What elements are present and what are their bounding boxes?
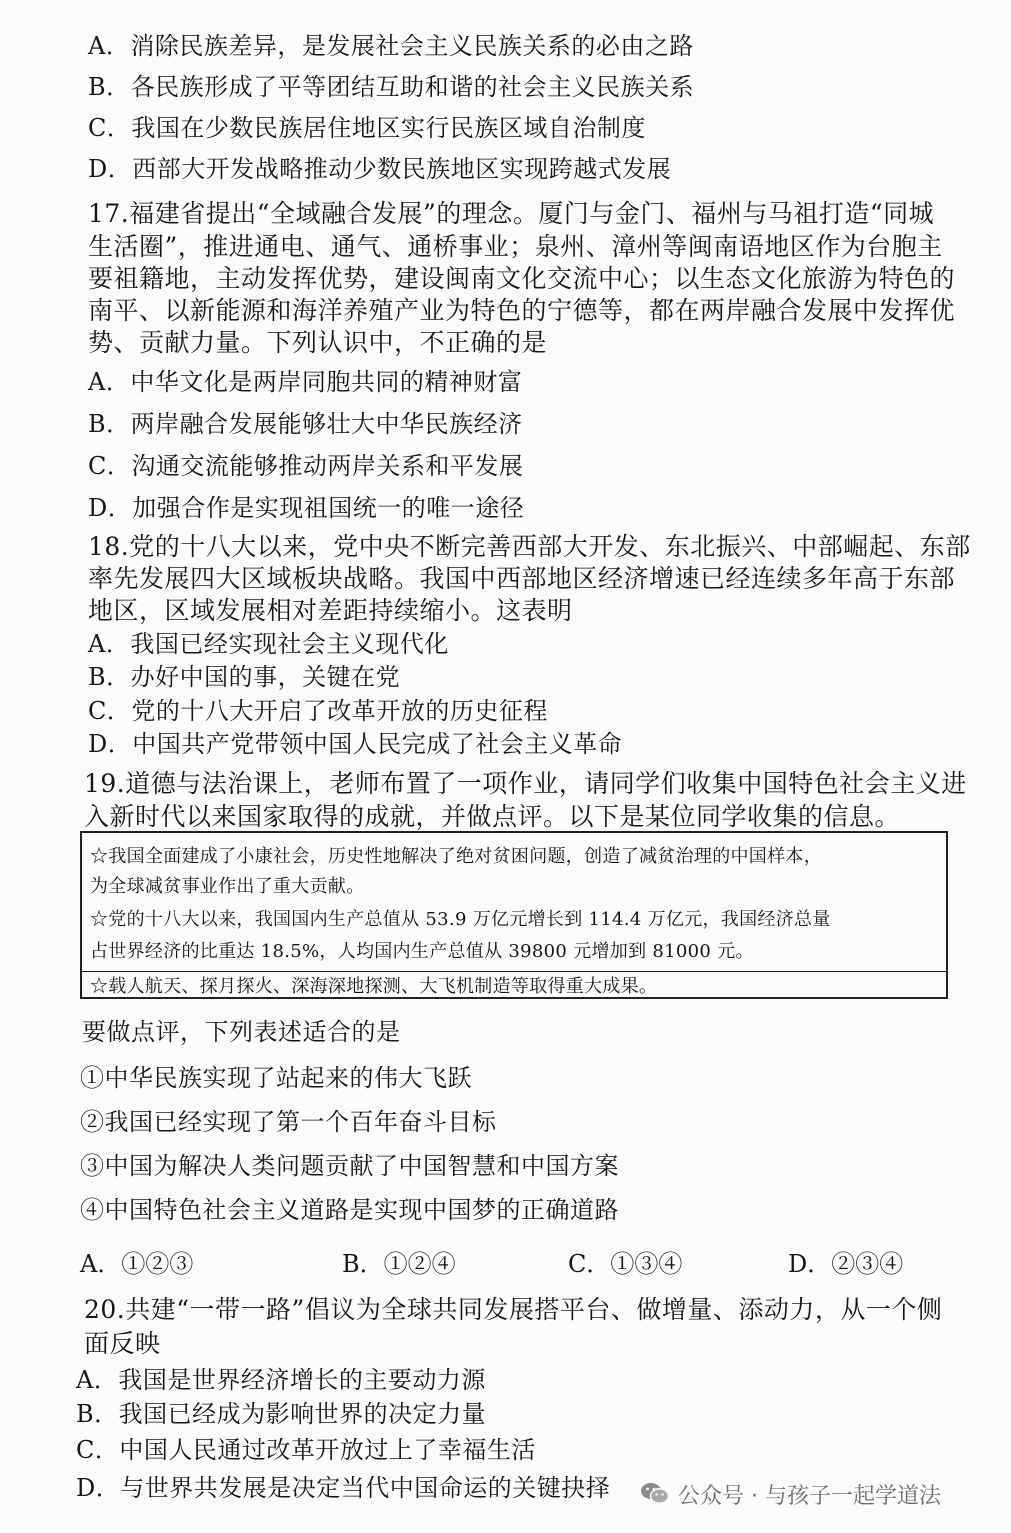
info-box-line: ☆载人航天、探月探火、深海深地探测、大飞机制造等取得重大成果。 (90, 976, 658, 997)
q20-option-a: A．我国是世界经济增长的主要动力源 (76, 1366, 486, 1394)
q20-option-b: B．我国已经成为影响世界的决定力量 (76, 1400, 487, 1428)
q18-stem-line: 地区，区域发展相对差距持续缩小。这表明 (88, 596, 573, 625)
q19-option-a: A．①②③ (80, 1250, 194, 1278)
q17-stem-line: 要祖籍地，主动发挥优势，建设闽南文化交流中心；以生态文化旅游为特色的 (88, 264, 956, 293)
wechat-icon (640, 1481, 670, 1507)
watermark-text: 公众号 · 与孩子一起学道法 (678, 1483, 941, 1509)
q18-option-a: A．我国已经实现社会主义现代化 (88, 630, 449, 658)
q18-option-b: B．办好中国的事，关键在党 (88, 663, 401, 691)
q18-stem-line: 率先发展四大区域板块战略。我国中西部地区经济增速已经连续多年高于东部 (88, 564, 956, 593)
q17-stem-line: 生活圈”，推进通电、通气、通桥事业；泉州、漳州等闽南语地区作为台胞主 (88, 232, 943, 261)
q19-statement-4: ④中国特色社会主义道路是实现中国梦的正确道路 (80, 1196, 619, 1224)
q16-option-c: C．我国在少数民族居住地区实行民族区域自治制度 (88, 114, 646, 142)
q19-stem-line: 19.道德与法治课上，老师布置了一项作业，请同学们收集中国特色社会主义进 (84, 769, 967, 798)
info-box-line: 为全球减贫事业作出了重大贡献。 (90, 876, 365, 897)
q16-option-b: B．各民族形成了平等团结互助和谐的社会主义民族关系 (88, 73, 695, 101)
q19-statement-3: ③中国为解决人类问题贡献了中国智慧和中国方案 (80, 1152, 619, 1180)
q20-stem-line: 20.共建“一带一路”倡议为全球共同发展搭平台、做增量、添动力，从一个侧 (84, 1295, 943, 1324)
q20-stem-line: 面反映 (84, 1329, 161, 1358)
q17-option-a: A．中华文化是两岸同胞共同的精神财富 (88, 368, 523, 396)
q20-option-d: D．与世界共发展是决定当代中国命运的关键抉择 (76, 1474, 611, 1502)
q16-option-d: D．西部大开发战略推动少数民族地区实现跨越式发展 (88, 155, 672, 183)
q17-option-c: C．沟通交流能够推动两岸关系和平发展 (88, 452, 524, 480)
q17-stem-line: 南平、以新能源和海洋养殖产业为特色的宁德等，都在两岸融合发展中发挥优 (88, 296, 956, 325)
info-box (80, 831, 948, 999)
q19-statement-2: ②我国已经实现了第一个百年奋斗目标 (80, 1108, 497, 1136)
info-box-line: 占世界经济的比重达 18.5%，人均国内生产总值从 39800 元增加到 81000 元。 (90, 941, 754, 962)
q19-stem-line: 入新时代以来国家取得的成就，并做点评。以下是某位同学收集的信息。 (84, 802, 901, 831)
watermark (640, 1478, 941, 1510)
q16-option-a: A．消除民族差异，是发展社会主义民族关系的必由之路 (88, 32, 694, 60)
info-box-line: ☆党的十八大以来，我国国内生产总值从 53.9 万亿元增长到 114.4 万亿元，我国经济总量 (90, 909, 831, 930)
q19-options-row (80, 1250, 960, 1280)
q18-option-c: C．党的十八大开启了改革开放的历史征程 (88, 697, 548, 725)
q18-stem-line: 18.党的十八大以来，党中央不断完善西部大开发、东北振兴、中部崛起、东部 (88, 532, 971, 561)
q17-option-d: D．加强合作是实现祖国统一的唯一途径 (88, 494, 525, 522)
q18-option-d: D．中国共产党带领中国人民完成了社会主义革命 (88, 730, 623, 758)
info-box-divider (82, 971, 946, 972)
q19-option-c: C．①③④ (568, 1250, 683, 1278)
q19-option-b: B．①②④ (342, 1250, 456, 1278)
q19-statement-1: ①中华民族实现了站起来的伟大飞跃 (80, 1064, 472, 1092)
info-box-line: ☆我国全面建成了小康社会，历史性地解决了绝对贫困问题，创造了减贫治理的中国样本， (90, 846, 822, 867)
q17-option-b: B．两岸融合发展能够壮大中华民族经济 (88, 410, 523, 438)
q20-option-c: C．中国人民通过改革开放过上了幸福生活 (76, 1436, 536, 1464)
q19-prompt: 要做点评，下列表述适合的是 (82, 1018, 401, 1046)
q19-option-d: D．②③④ (788, 1250, 904, 1278)
q17-stem-line: 势、贡献力量。下列认识中，不正确的是 (88, 328, 548, 357)
q17-stem-line: 17.福建省提出“全域融合发展”的理念。厦门与金门、福州与马祖打造“同城 (88, 199, 935, 228)
